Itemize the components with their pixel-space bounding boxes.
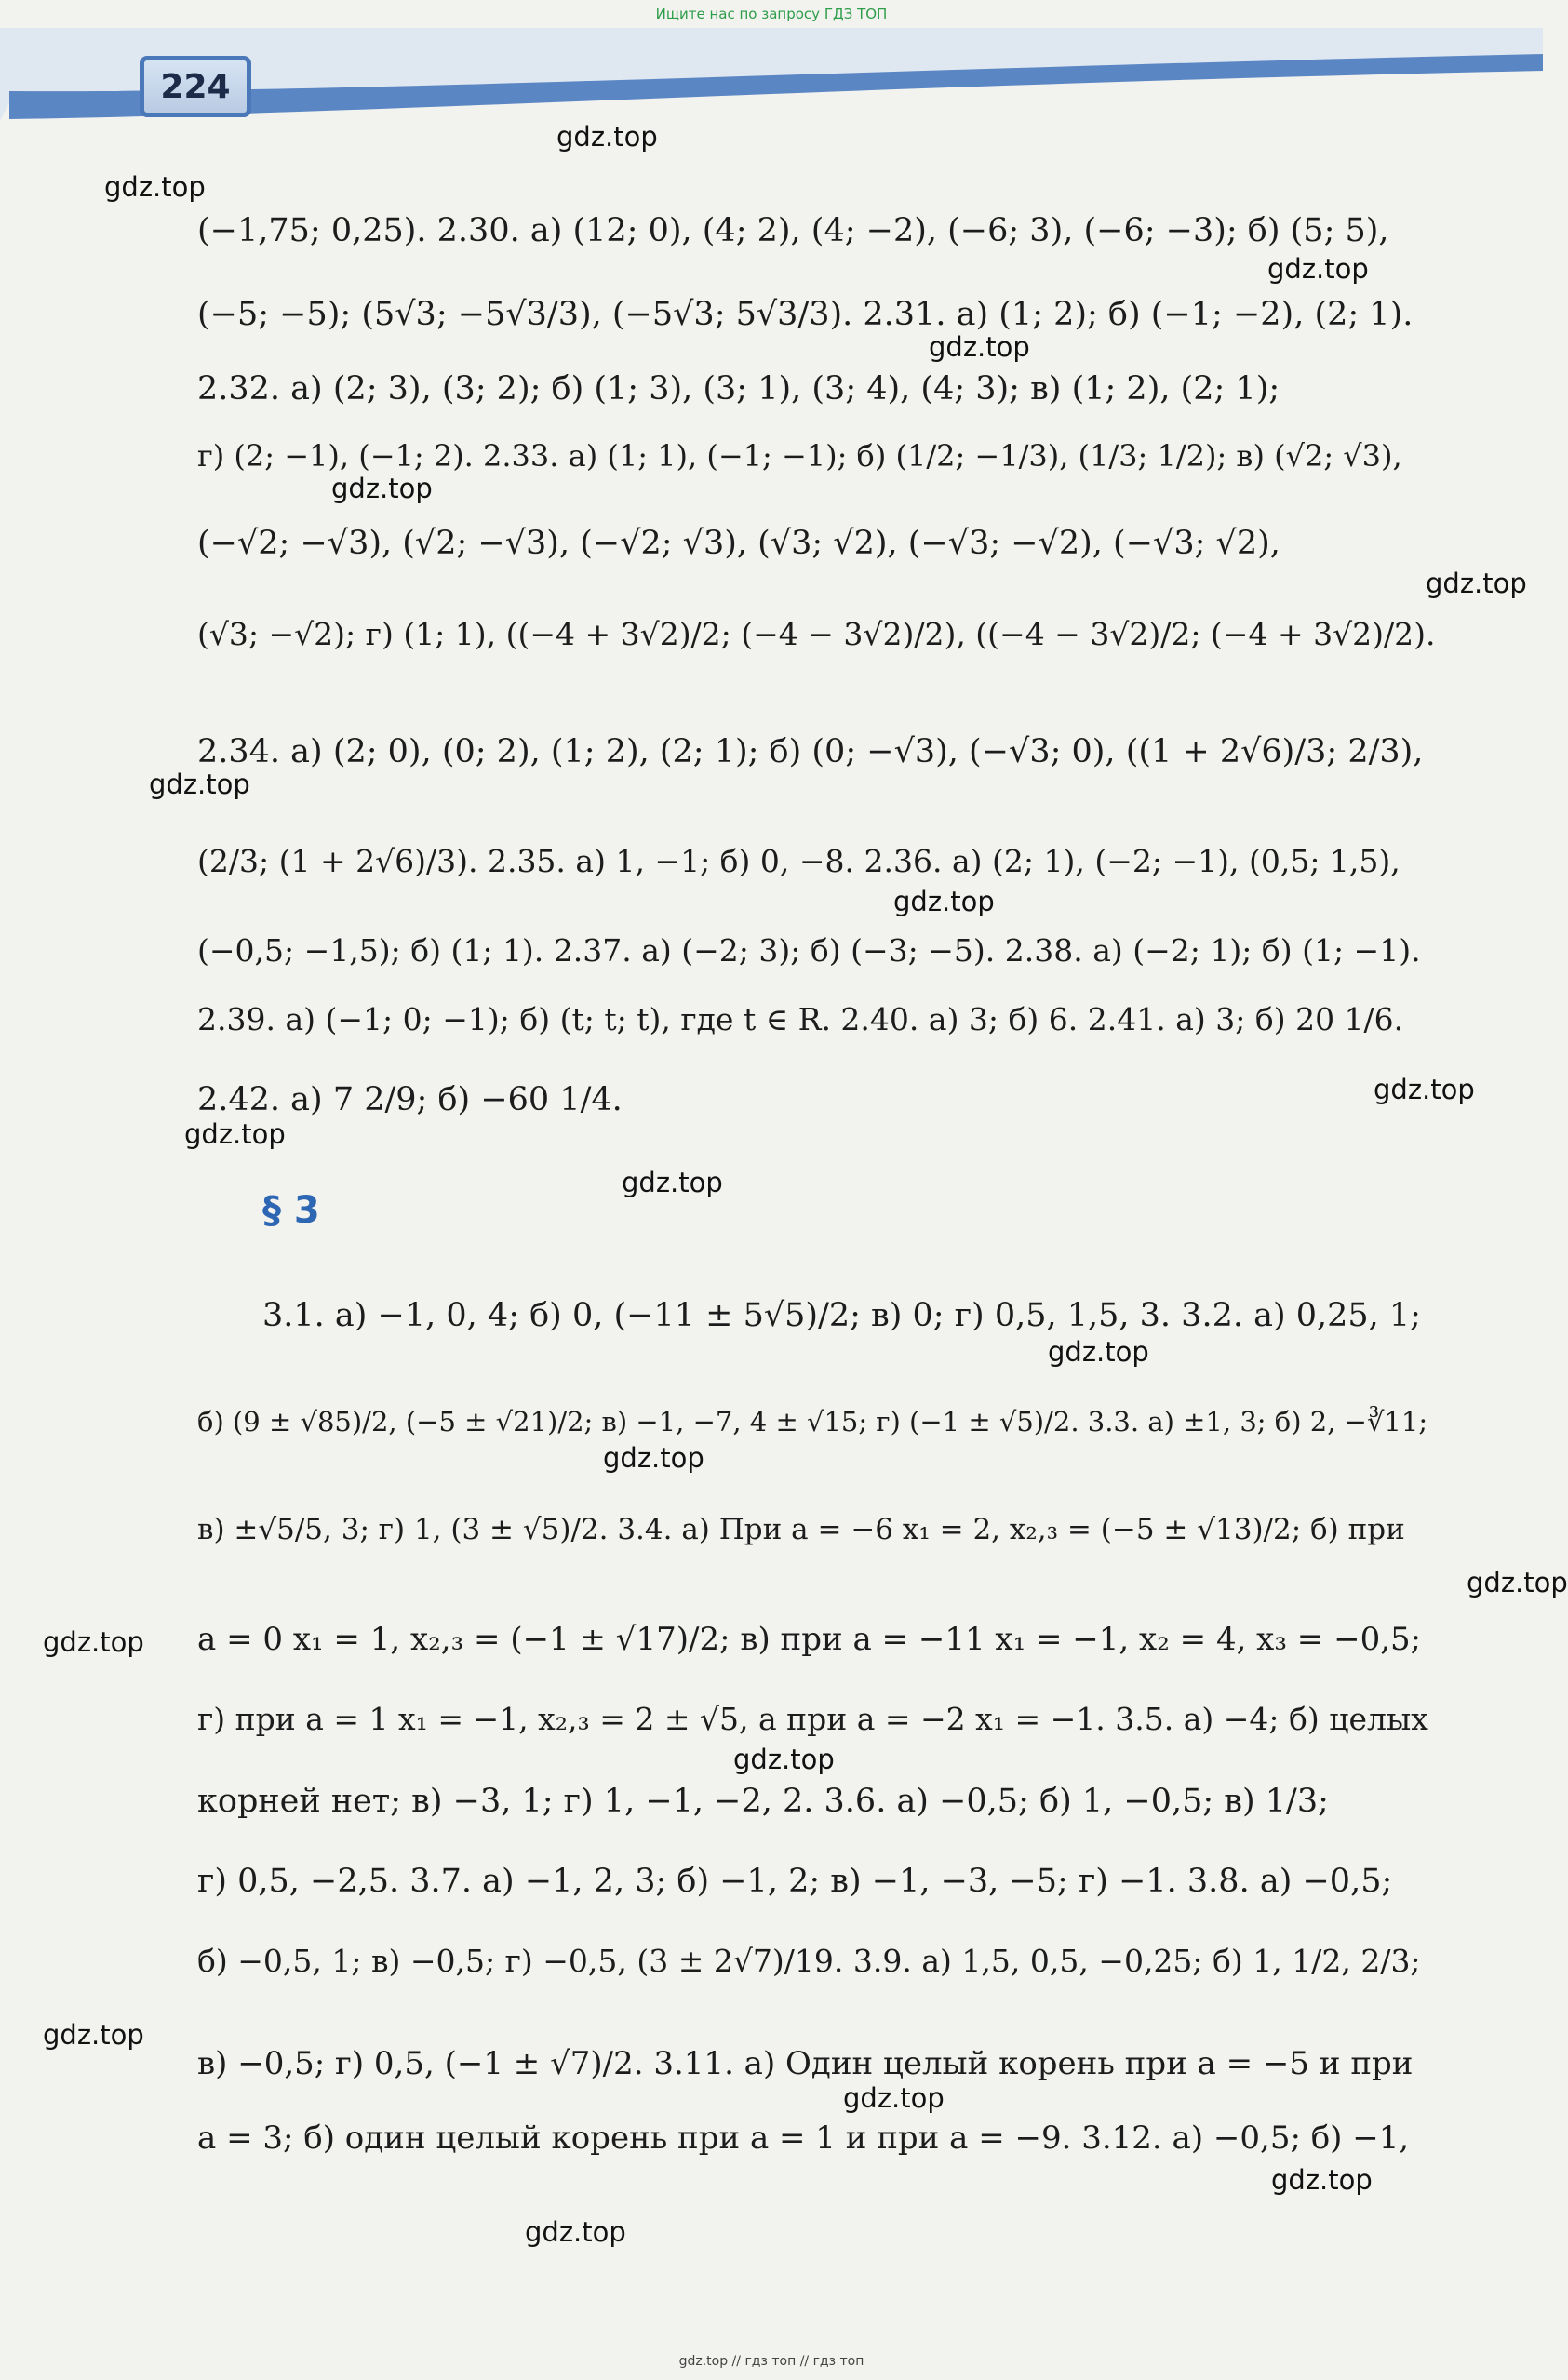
answer-line: 3.1. а) −1, 0, 4; б) 0, (−11 ± 5√5)/2; в) 0; г) 0,5, 1,5, 3. 3.2. а) 0,25, 1; xyxy=(262,1297,1421,1334)
watermark: gdz.top xyxy=(1048,1336,1149,1368)
watermark: gdz.top xyxy=(556,121,658,153)
answer-line: (−√2; −√3), (√2; −√3), (−√2; √3), (√3; √2), (−√3; −√2), (−√3; √2), xyxy=(197,525,1280,562)
watermark: gdz.top xyxy=(43,2019,144,2051)
watermark: gdz.top xyxy=(1271,2164,1373,2196)
answer-line: корней нет; в) −3, 1; г) 1, −1, −2, 2. 3.6. а) −0,5; б) 1, −0,5; в) 1/3; xyxy=(197,1783,1329,1820)
answer-line: a = 3; б) один целый корень при a = 1 и при a = −9. 3.12. а) −0,5; б) −1, xyxy=(197,2119,1410,2157)
answer-line: г) (2; −1), (−1; 2). 2.33. а) (1; 1), (−1; −1); б) (1/2; −1/3), (1/3; 1/2); в) (√2; √3), xyxy=(197,438,1402,474)
answer-line: (−1,75; 0,25). 2.30. а) (12; 0), (4; 2), (4; −2), (−6; 3), (−6; −3); б) (5; 5), xyxy=(197,212,1389,249)
watermark: gdz.top xyxy=(184,1118,286,1150)
page-number: 224 xyxy=(140,56,251,117)
watermark: gdz.top xyxy=(733,1744,835,1775)
answer-line: 2.34. а) (2; 0), (0; 2), (1; 2), (2; 1); б) (0; −√3), (−√3; 0), ((1 + 2√6)/3; 2/3), xyxy=(197,733,1424,770)
answer-line: (−5; −5); (5√3; −5√3/3), (−5√3; 5√3/3). 2.31. а) (1; 2); б) (−1; −2), (2; 1). xyxy=(197,296,1414,333)
section-title: § 3 xyxy=(262,1189,320,1232)
answer-line: 2.39. а) (−1; 0; −1); б) (t; t; t), где t ∈ R. 2.40. а) 3; б) 6. 2.41. а) 3; б) 20 1/6. xyxy=(197,1001,1404,1037)
answer-line: г) 0,5, −2,5. 3.7. а) −1, 2, 3; б) −1, 2; в) −1, −3, −5; г) −1. 3.8. а) −0,5; xyxy=(197,1863,1393,1900)
answer-line: (−0,5; −1,5); б) (1; 1). 2.37. а) (−2; 3); б) (−3; −5). 2.38. а) (−2; 1); б) (1; −1). xyxy=(197,932,1421,969)
watermark: gdz.top xyxy=(331,473,433,504)
watermark: gdz.top xyxy=(104,171,206,203)
watermark: gdz.top xyxy=(603,1442,704,1474)
watermark: gdz.top xyxy=(622,1167,723,1198)
watermark: gdz.top xyxy=(843,2082,945,2114)
watermark: gdz.top xyxy=(43,1626,144,1658)
watermark: gdz.top xyxy=(1426,568,1527,599)
answer-line: 2.42. а) 7 2/9; б) −60 1/4. xyxy=(197,1081,623,1118)
watermark: gdz.top xyxy=(1467,1567,1568,1598)
answer-line: (√3; −√2); г) (1; 1), ((−4 + 3√2)/2; (−4 − 3√2)/2), ((−4 − 3√2)/2; (−4 + 3√2)/2). xyxy=(197,616,1436,652)
watermark: gdz.top xyxy=(149,769,250,800)
footer-note: gdz.top // гдз топ // гдз топ xyxy=(678,2354,864,2369)
answer-line: a = 0 x₁ = 1, x₂,₃ = (−1 ± √17)/2; в) при a = −11 x₁ = −1, x₂ = 4, x₃ = −0,5; xyxy=(197,1621,1422,1658)
watermark: gdz.top xyxy=(1267,253,1369,285)
watermark: gdz.top xyxy=(1374,1074,1475,1105)
search-hint: Ищите нас по запросу ГДЗ ТОП xyxy=(655,6,888,22)
watermark: gdz.top xyxy=(929,331,1030,363)
answer-line: 2.32. а) (2; 3), (3; 2); б) (1; 3), (3; 1), (3; 4), (4; 3); в) (1; 2), (2; 1); xyxy=(197,370,1280,408)
answer-line: (2/3; (1 + 2√6)/3). 2.35. а) 1, −1; б) 0, −8. 2.36. а) (2; 1), (−2; −1), (0,5; 1,5), xyxy=(197,843,1400,879)
answer-line: г) при a = 1 x₁ = −1, x₂,₃ = 2 ± √5, а при a = −2 x₁ = −1. 3.5. а) −4; б) целых xyxy=(197,1701,1428,1737)
answer-line: в) −0,5; г) 0,5, (−1 ± √7)/2. 3.11. а) Один целый корень при a = −5 и при xyxy=(197,2045,1414,2082)
answer-line: б) −0,5, 1; в) −0,5; г) −0,5, (3 ± 2√7)/19. 3.9. а) 1,5, 0,5, −0,25; б) 1, 1/2, 2/3; xyxy=(197,1943,1421,1979)
watermark: gdz.top xyxy=(893,886,995,917)
answer-line: б) (9 ± √85)/2, (−5 ± √21)/2; в) −1, −7, 4 ± √15; г) (−1 ± √5)/2. 3.3. а) ±1, 3; б) 2, −∛11; xyxy=(197,1406,1428,1437)
watermark: gdz.top xyxy=(525,2216,626,2248)
answer-line: в) ±√5/5, 3; г) 1, (3 ± √5)/2. 3.4. а) При a = −6 x₁ = 2, x₂,₃ = (−5 ± √13)/2; б) при xyxy=(197,1513,1405,1546)
